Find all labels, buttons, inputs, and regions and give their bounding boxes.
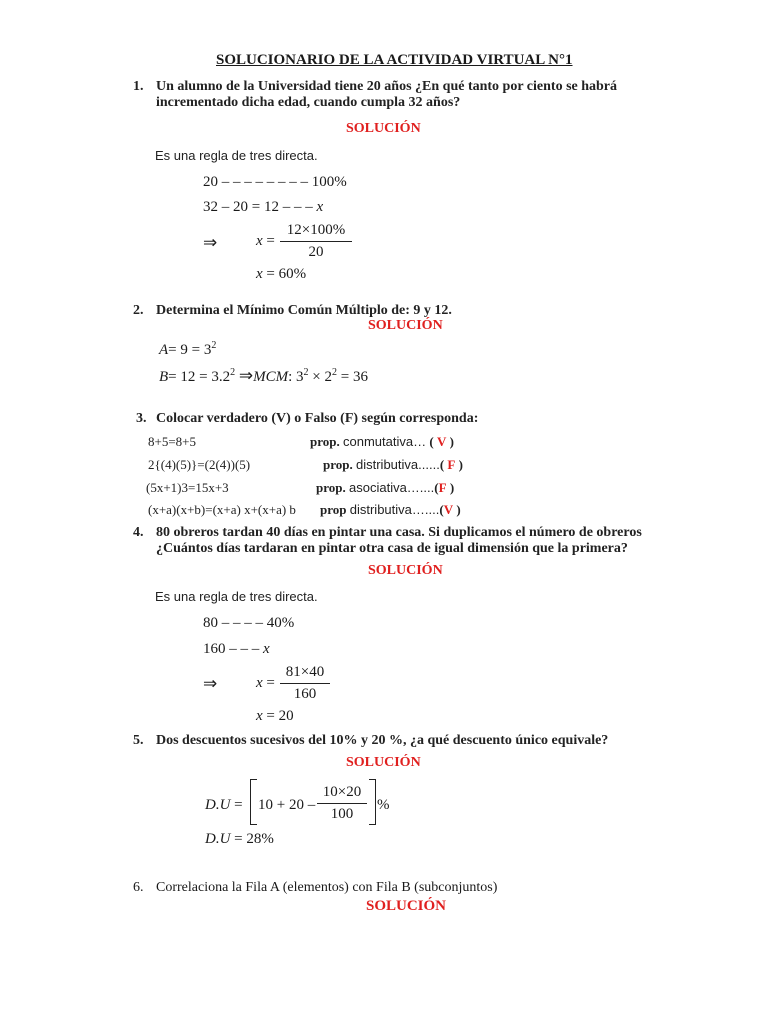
question-1-number: 1. xyxy=(133,79,144,94)
q5-equation-1-terms: 10 + 20 – xyxy=(258,797,316,813)
q4-eq2-var: x xyxy=(263,641,270,657)
q3-row-2-property xyxy=(323,457,463,473)
q4-fraction-denominator: 160 xyxy=(293,686,317,702)
q3-row-3-name: asociativa….... xyxy=(349,480,435,495)
q3-row-4-close: ) xyxy=(456,502,461,517)
q2-eq1-rest: = 9 = 3 xyxy=(168,342,212,358)
q3-row-1-open: ( xyxy=(429,434,434,449)
q2-mcm-exponent-2: 2 xyxy=(331,367,337,378)
q1-eq3-equals: = xyxy=(266,233,275,249)
q2-eq2-rest: = 12 = 3.2 xyxy=(168,369,231,385)
q5-eq1-equals: = xyxy=(234,797,243,813)
q1-eq3-var: x xyxy=(256,233,263,249)
q1-eq2-var: x xyxy=(316,199,324,215)
q1-equation-2 xyxy=(203,199,323,216)
q4-eq4-var: x xyxy=(256,708,263,724)
q3-row-4-open: ( xyxy=(439,502,444,517)
q1-eq4-var: x xyxy=(256,266,263,282)
q5-equation-1-left xyxy=(205,797,243,814)
q1-equation-1: 20 – – – – – – – – 100% xyxy=(203,174,347,190)
q3-row-1-name: conmutativa… xyxy=(343,434,427,449)
q2-mcm-result: = 36 xyxy=(336,369,368,385)
q3-row-3-property xyxy=(316,480,454,496)
page-title: SOLUCIONARIO DE LA ACTIVIDAD VIRTUAL N°1 xyxy=(216,52,573,68)
question-4-line-2: ¿Cuántos días tardaran en pintar otra casa de igual dimensión que la primera? xyxy=(156,541,628,556)
q1-fraction-bar xyxy=(280,241,352,242)
q2-eq2-exponent: 2 xyxy=(230,367,236,378)
q1-eq4-result: = 60% xyxy=(266,266,307,282)
implies-arrow-2: ⇒ xyxy=(238,366,254,385)
question-4-line-1: 80 obreros tardan 40 días en pintar una casa. Si duplicamos el número de obreros xyxy=(156,525,642,540)
q4-equation-4 xyxy=(256,708,294,725)
solution-label-4: SOLUCIÓN xyxy=(368,563,443,578)
q1-eq2-left: 32 – 20 = 12 – – – xyxy=(203,199,317,215)
question-3-line-1: Colocar verdadero (V) o Falso (F) según corresponda: xyxy=(156,411,479,426)
q3-row-2-close: ) xyxy=(458,457,463,472)
q4-eq4-result: = 20 xyxy=(266,708,294,724)
q3-row-3-prop: prop. xyxy=(316,480,346,495)
q1-fraction xyxy=(280,222,352,261)
q5-fraction xyxy=(317,784,367,823)
q4-fraction-numerator: 81×40 xyxy=(285,664,325,680)
question-2-number: 2. xyxy=(133,303,144,318)
q3-row-3-expression: (5x+1)3=15x+3 xyxy=(146,480,229,495)
question-1-line-2: incrementado dicha edad, cuando cumpla 32 años? xyxy=(156,95,461,110)
q3-row-3-close: ) xyxy=(449,480,455,495)
q2-mcm-times: × 2 xyxy=(308,369,332,385)
question-1-intro: Es una regla de tres directa. xyxy=(155,148,318,163)
q3-row-1-expression: 8+5=8+5 xyxy=(148,434,196,449)
q4-fraction xyxy=(280,664,330,703)
question-6-number: 6. xyxy=(133,880,144,895)
question-3-number: 3. xyxy=(136,411,147,426)
q2-mcm-colon: : 3 xyxy=(288,369,304,385)
q3-row-1-prop: prop. xyxy=(310,434,340,449)
q2-equation-2 xyxy=(159,366,368,386)
q4-equation-1: 80 – – – – 40% xyxy=(203,615,295,631)
q3-row-2-answer: F xyxy=(447,457,456,472)
q5-eq2-result: = 28% xyxy=(234,831,274,847)
question-2-line-1: Determina el Mínimo Común Múltiplo de: 9 y 12. xyxy=(156,303,452,318)
q3-row-4-expression: (x+a)(x+b)=(x+a) x+(x+a) b xyxy=(148,502,296,517)
q3-row-2-name: distributiva...... xyxy=(356,457,440,472)
q1-fraction-numerator: 12×100% xyxy=(286,222,346,238)
solution-label-5: SOLUCIÓN xyxy=(346,755,421,770)
q3-row-1-property xyxy=(310,434,454,450)
implies-arrow-1: ⇒ xyxy=(203,233,218,252)
q5-equation-1-percent: % xyxy=(377,797,390,813)
q4-fraction-bar xyxy=(280,683,330,684)
q4-eq2-left: 160 – – – xyxy=(203,641,263,657)
q1-fraction-denominator: 20 xyxy=(308,244,324,260)
q4-eq3-var: x xyxy=(256,675,263,691)
q5-fraction-bar xyxy=(317,803,367,804)
q3-row-4-name: distributiva….... xyxy=(349,502,440,517)
q5-fraction-numerator: 10×20 xyxy=(322,784,362,800)
solution-label-1: SOLUCIÓN xyxy=(346,121,421,136)
q2-equation-1 xyxy=(159,340,216,359)
implies-arrow-4: ⇒ xyxy=(203,674,218,693)
q5-eq2-du: D.U xyxy=(205,831,231,847)
q3-row-2-prop: prop. xyxy=(323,457,353,472)
q3-row-2-expression: 2{(4)(5)}=(2(4))(5) xyxy=(148,457,251,472)
q5-equation-2 xyxy=(205,831,274,848)
question-5-line-1: Dos descuentos sucesivos del 10% y 20 %, ¿a qué descuento único equivale? xyxy=(156,733,609,748)
solution-label-2: SOLUCIÓN xyxy=(368,318,443,333)
left-bracket xyxy=(250,779,257,825)
q4-equation-3 xyxy=(256,675,275,692)
q3-row-1-close: ) xyxy=(449,434,454,449)
question-4-number: 4. xyxy=(133,525,144,540)
question-6-line-1: Correlaciona la Fila A (elementos) con Fila B (subconjuntos) xyxy=(156,880,498,895)
q3-row-4-prop: prop xyxy=(320,502,347,517)
q5-fraction-denominator: 100 xyxy=(330,806,354,822)
q2-eq2-var: B xyxy=(159,369,169,385)
q2-mcm-exponent-1: 2 xyxy=(303,367,309,378)
q3-row-2-open: ( xyxy=(439,457,445,472)
q1-equation-3 xyxy=(256,233,275,250)
q3-row-3-answer: F xyxy=(438,480,447,495)
question-1-line-1: Un alumno de la Universidad tiene 20 años ¿En qué tanto por ciento se habrá xyxy=(156,79,618,94)
solution-label-6: SOLUCIÓN xyxy=(366,898,447,914)
q3-row-4-answer: V xyxy=(443,502,454,517)
q2-mcm: MCM xyxy=(253,369,289,385)
question-5-number: 5. xyxy=(133,733,144,748)
question-4-intro: Es una regla de tres directa. xyxy=(155,589,318,604)
q3-row-4-property xyxy=(320,502,461,518)
q5-eq1-du: D.U xyxy=(205,797,231,813)
q2-eq1-var: A xyxy=(159,342,169,358)
q2-eq1-exponent: 2 xyxy=(211,340,217,351)
q1-equation-4 xyxy=(256,266,306,283)
right-bracket xyxy=(369,779,376,825)
q4-equation-2 xyxy=(203,641,270,658)
q4-eq3-equals: = xyxy=(266,675,275,691)
q3-row-1-answer: V xyxy=(436,434,447,449)
q3-row-3-open: ( xyxy=(434,480,439,495)
